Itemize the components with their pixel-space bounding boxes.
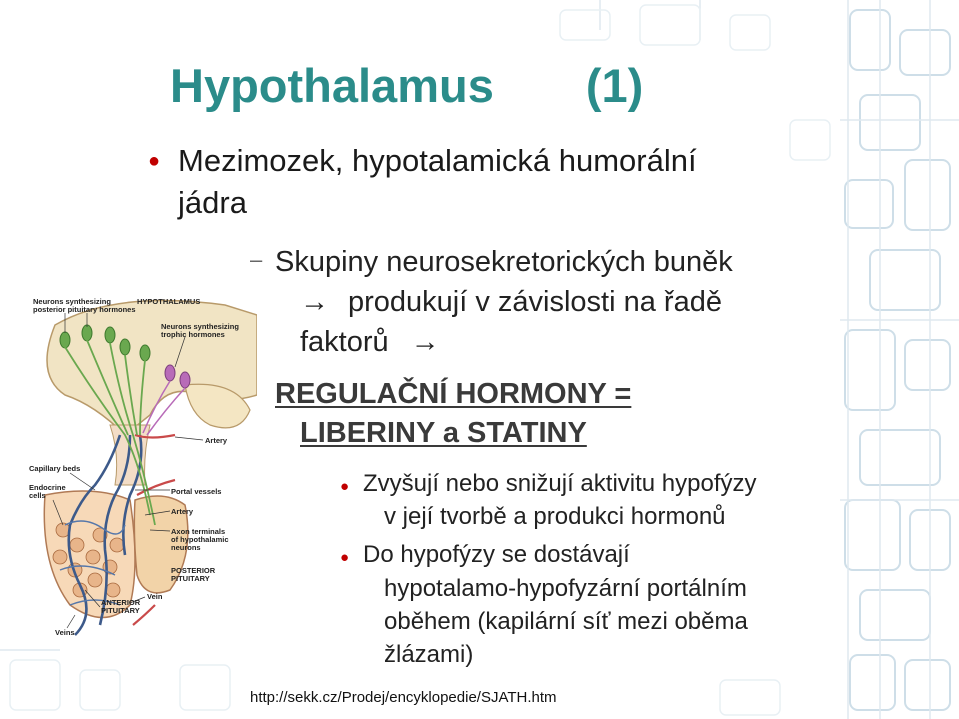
label-neurons-posterior: Neurons synthesizing — [33, 297, 111, 306]
sub-3-1-line-2: v její tvorbě a produkci hormonů — [384, 503, 726, 530]
sub-3-2-line-4: žlázami) — [384, 641, 474, 668]
hypothalamus-pituitary-illustration — [25, 285, 257, 645]
bullet-dot: ● — [148, 150, 161, 172]
bullet-1-line-2: jádra — [178, 185, 247, 220]
label-neurons-trophic-2: trophic hormones — [161, 330, 225, 339]
label-portal-vessels: Portal vessels — [171, 487, 222, 496]
title-number: (1) — [585, 59, 644, 112]
label-endocrine-2: cells — [29, 491, 46, 500]
regulatory-hormones-line-2: LIBERINY a STATINY — [300, 417, 587, 449]
label-neurons-trophic: Neurons synthesizing — [161, 322, 239, 331]
source-url[interactable]: http://sekk.cz/Prodej/encyklopedie/SJATH.htm — [250, 689, 557, 706]
dash-marker: – — [250, 247, 263, 272]
slide-title — [170, 58, 643, 113]
title-text: Hypothalamus — [170, 59, 494, 112]
label-artery-top: Artery — [205, 436, 228, 445]
label-artery-mid: Artery — [171, 507, 194, 516]
sub-3-2-line-1: Do hypofýzy se dostávají — [363, 541, 630, 568]
label-hypothalamus: HYPOTHALAMUS — [137, 297, 201, 306]
sub-1-line-3: faktorů → — [300, 326, 440, 358]
label-axon-terminals-3: neurons — [171, 543, 201, 552]
sub-3-2-line-2: hypotalamo-hypofyzární portálním — [384, 575, 747, 602]
sub-3-1-line-1: Zvyšují nebo snižují aktivitu hypofýzy — [363, 470, 757, 497]
label-vein: Vein — [147, 592, 163, 601]
arrow-icon: → — [300, 286, 329, 318]
label-neurons-posterior-2: posterior pituitary hormones — [33, 305, 136, 314]
bullet-1-line-1: Mezimozek, hypotalamická humorální — [178, 143, 697, 178]
label-axon-terminals-2: of hypothalamic — [171, 535, 229, 544]
bullet-dot: ● — [340, 478, 350, 495]
label-posterior-pituitary: POSTERIOR — [171, 566, 216, 575]
label-posterior-pituitary-2: PITUITARY — [171, 574, 210, 583]
sub-3-2-line-3: oběhem (kapilární síť mezi oběma — [384, 608, 748, 635]
regulatory-hormones-line-1: REGULAČNÍ HORMONY = — [275, 378, 632, 410]
arrow-icon: → — [410, 326, 440, 358]
bullet-dot: ● — [340, 549, 350, 566]
label-endocrine: Endocrine — [29, 483, 66, 492]
label-veins: Veins — [55, 628, 75, 637]
label-anterior-pituitary: ANTERIOR — [101, 598, 141, 607]
sub-1-line-1: Skupiny neurosekretorických buněk — [275, 246, 733, 278]
label-axon-terminals: Axon terminals — [171, 527, 226, 536]
sub-1-line-2: → produkují v závislosti na řadě — [300, 286, 722, 318]
label-capillary-beds: Capillary beds — [29, 464, 81, 473]
label-anterior-pituitary-2: PITUITARY — [101, 606, 140, 615]
